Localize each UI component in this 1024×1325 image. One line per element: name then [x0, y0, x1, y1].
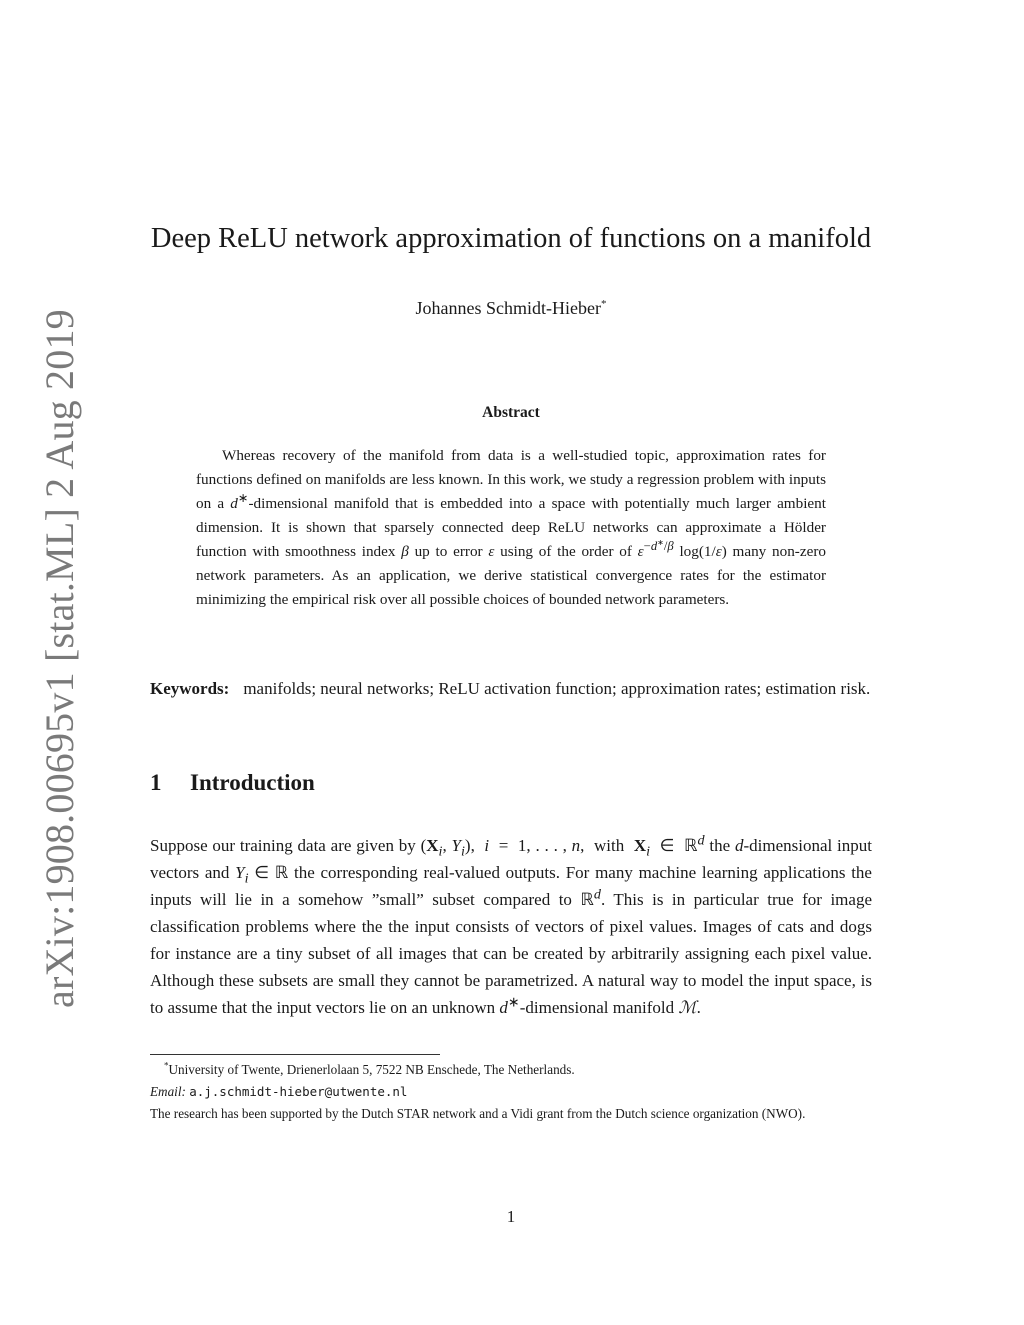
- intro-part-2: the: [704, 836, 735, 855]
- footnote-rule: [150, 1054, 440, 1055]
- abstract-part-5: many non-zero network parameters. As an application, we derive statistical convergence rates for the estimator minimizing the empirical risk over all possible choices of bounded network parameters.: [196, 543, 826, 608]
- footnote-funding: The research has been supported by the Dutch STAR network and a Vidi grant from the Dutch science organization (NWO).: [150, 1106, 806, 1121]
- intro-part-4: the corresponding real-valued outputs. For many machine learning applications the inputs will lie in a somehow ”small” subset compared to: [150, 863, 872, 909]
- keywords-text: manifolds; neural networks; ReLU activation function; approximation rates; estimation risk.: [243, 679, 871, 698]
- author-name: Johannes Schmidt-Hieber: [415, 298, 601, 318]
- author-line: [150, 298, 872, 319]
- footnote-mark: *: [164, 1060, 169, 1071]
- email-label: Email:: [150, 1084, 186, 1099]
- footnote-affiliation: [150, 1059, 872, 1081]
- intro-part-3: -dimensional input vectors and: [150, 836, 872, 882]
- author-footnote-mark: *: [600, 298, 607, 310]
- keywords: [150, 675, 872, 702]
- intro-part-1: Suppose our training data are given by: [150, 836, 421, 855]
- abstract-text: Whereas recovery of the manifold from data is a well-studied topic, approximation rates for functions defined on manifolds are less known. In this work, we study a regression problem with inputs on a d∗-dimensional manifold that is embedded into a space with potentially much larger ambient dimension. It is shown that sparsely connected deep ReLU networks can approximate a Hölder function with smoothness index β up to error ε using of the order of $\varepsilon^{-d^∗/\beta}$ log(1/ε) many non-zero network parameters. As an application, we derive statistical convergence rates for the estimator minimizing the empirical risk over all possible choices of bounded network parameters.: [196, 447, 826, 608]
- abstract-part-2: -dimensional manifold that is embedded into a space with potentially much larger ambient dimension. It is shown that sparsely connected deep ReLU networks can approximate a Hölder function with smoothness index: [196, 495, 826, 560]
- footnote-email: [150, 1081, 872, 1103]
- footnotes: [150, 1059, 872, 1125]
- intro-paragraph: Suppose our training data are given by ($X_i$, $Y_i$), i = 1, . . . , n, with $X_i$ ∈ ℝ$^d$ the d-dimensional input vectors and $Y_i$ ∈ ℝ the corresponding real-valued outputs. For many machine learning applications the inputs will lie in a somehow ”small” subset compared to ℝ$^d$. This is in particular true for image classification problems where the the input consists of vectors of pixel values. Images of cats and dogs for instance are a tiny subset of all images that can be created by arbitrarily assigning each pixel value. Although these subsets are small they cannot be parametrized. A natural way to model the input space, is to assume that the input vectors lie on an unknown d∗-dimensional manifold ℳ.: [150, 832, 872, 1017]
- section-title: Introduction: [190, 770, 315, 795]
- paper-title: Deep ReLU network approximation of functions on a manifold: [150, 223, 872, 254]
- intro-part-6: -dimensional manifold: [519, 998, 679, 1017]
- intro-part-5: . This is in particular true for image classification problems where the the input consists of vectors of pixel values. Images of cats and dogs for instance are a tiny subset of all images that can be created by arbitrarily assigning each pixel value. Although these subsets are small they cannot be parametrized. A natural way to model the input space, is to assume that the input vectors lie on an unknown: [150, 890, 872, 1017]
- email-address: a.j.schmidt-hieber@utwente.nl: [189, 1084, 408, 1099]
- abstract-part-3: up to error: [408, 543, 489, 560]
- arxiv-side-stamp: arXiv:1908.00695v1 [stat.ML] 2 Aug 2019: [37, 309, 82, 1008]
- abstract-heading: Abstract: [482, 404, 540, 421]
- keywords-label: Keywords:: [150, 679, 230, 698]
- page-number: 1: [506, 1207, 516, 1226]
- abstract-part-1: Whereas recovery of the manifold from data is a well-studied topic, approximation rates for functions defined on manifolds are less known. In this work, we study a regression problem with inputs on a: [196, 447, 826, 512]
- abstract-part-4: using of the order of: [494, 543, 638, 560]
- affiliation-text: University of Twente, Drienerlolaan 5, 7522 NB Enschede, The Netherlands.: [168, 1062, 575, 1077]
- section-heading: [150, 770, 315, 796]
- section-number: 1: [150, 770, 162, 795]
